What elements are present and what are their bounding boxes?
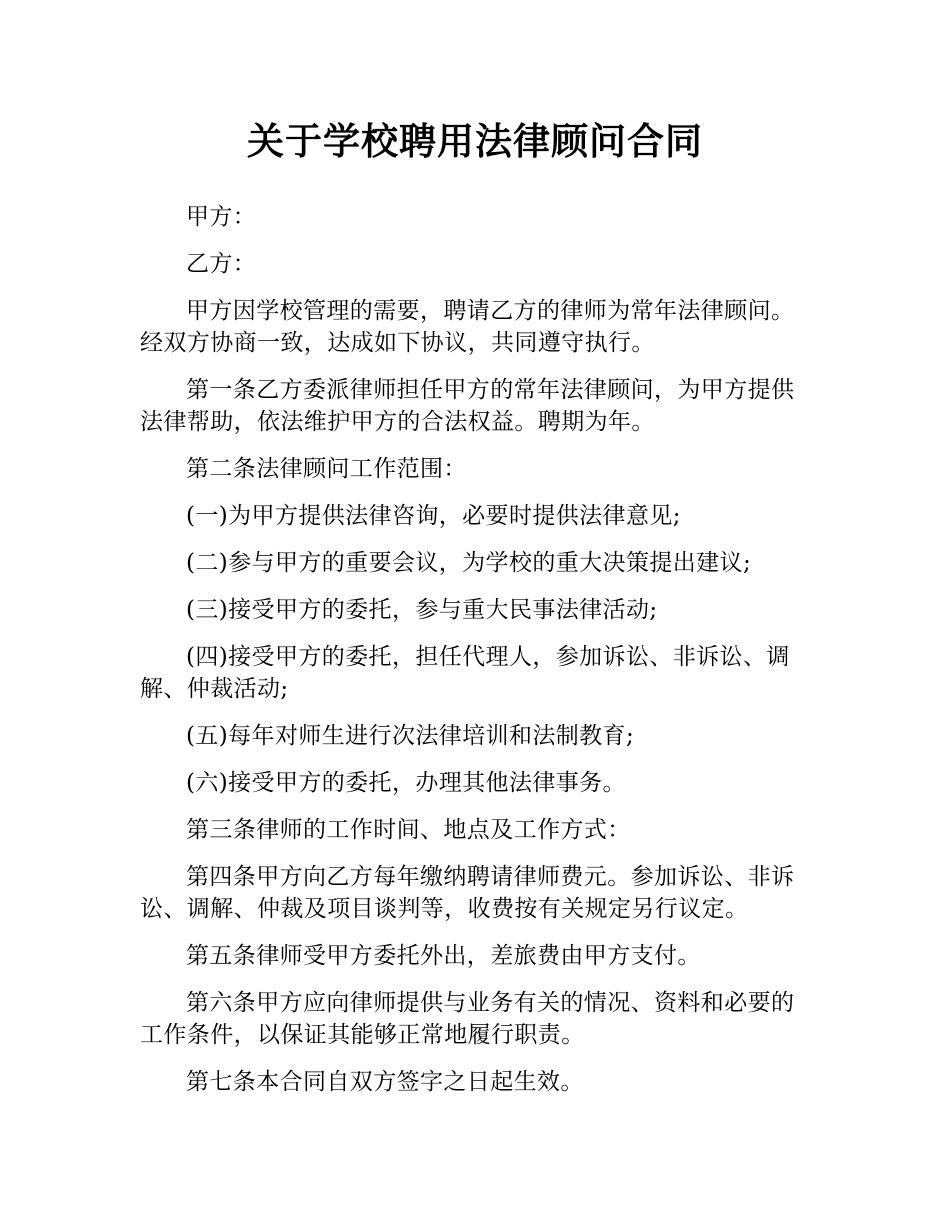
scope-item-1: (一)为甲方提供法律咨询，必要时提供法律意见; bbox=[186, 503, 681, 529]
article-1-paragraph: 第一条乙方委派律师担任甲方的常年法律顾问，为甲方提供法律帮助，依法维护甲方的合法权益。聘期为年。 bbox=[140, 377, 795, 435]
party-b-line: 乙方： bbox=[186, 251, 257, 277]
article-4-paragraph: 第四条甲方向乙方每年缴纳聘请律师费元。参加诉讼、非诉讼、调解、仲裁及项目谈判等，收费按有关规定另行议定。 bbox=[140, 864, 795, 922]
article-3-paragraph: 第三条律师的工作时间、地点及工作方式： bbox=[186, 817, 631, 843]
scope-item-6: (六)接受甲方的委托，办理其他法律事务。 bbox=[186, 770, 626, 796]
article-2-heading: 第二条法律顾问工作范围： bbox=[186, 456, 467, 482]
scope-item-5: (五)每年对师生进行次法律培训和法制教育; bbox=[186, 723, 635, 749]
document-body bbox=[140, 201, 812, 1113]
scope-item-4: (四)接受甲方的委托，担任代理人，参加诉讼、非诉讼、调解、仲裁活动; bbox=[140, 644, 790, 702]
party-a-line: 甲方： bbox=[186, 204, 257, 230]
scope-item-2: (二)参与甲方的重要会议，为学校的重大决策提出建议; bbox=[186, 550, 752, 576]
document-title: 关于学校聘用法律顾问合同 bbox=[247, 120, 703, 163]
article-6-paragraph: 第六条甲方应向律师提供与业务有关的情况、资料和必要的工作条件，以保证其能够正常地履行职责。 bbox=[140, 990, 795, 1048]
preamble-paragraph: 甲方因学校管理的需要，聘请乙方的律师为常年法律顾问。经双方协商一致，达成如下协议，共同遵守执行。 bbox=[140, 298, 795, 356]
scope-item-3: (三)接受甲方的委托，参与重大民事法律活动; bbox=[186, 597, 658, 623]
article-7-paragraph: 第七条本合同自双方签字之日起生效。 bbox=[186, 1069, 584, 1095]
article-5-paragraph: 第五条律师受甲方委托外出，差旅费由甲方支付。 bbox=[186, 943, 701, 969]
